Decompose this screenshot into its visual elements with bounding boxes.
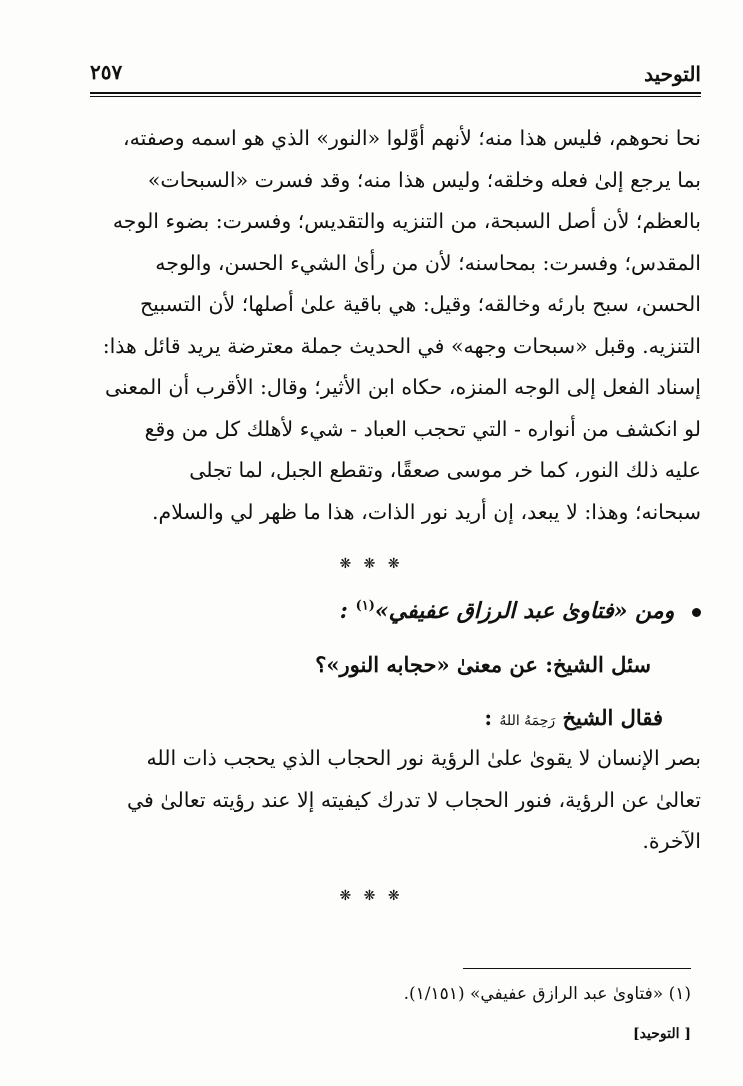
- answer-heading-colon: :: [484, 705, 493, 730]
- header-rule-thin: [90, 96, 701, 97]
- text-line: عليه ذلك النور، كما خر موسى صعقًا، وتقطع الجبل، لما تجلى: [189, 458, 701, 482]
- section-separator: ❋ ❋ ❋: [339, 888, 404, 904]
- source-title: «فتاوىٰ عبد الرزاق عفيفي»: [374, 598, 628, 624]
- page-number: ٢٥٧: [90, 60, 123, 84]
- text-line: سبحانه؛ وهذا: لا يبعد، إن أريد نور الذات، هذا ما ظهر لي والسلام.: [152, 499, 701, 524]
- text-line: تعالىٰ عن الرؤية، فنور الحجاب لا تدرك كيفيته إلا عند رؤيته تعالىٰ في: [126, 787, 701, 812]
- honorific: رَحِمَهُ اللهُ: [499, 713, 556, 729]
- section-separator: ❋ ❋ ❋: [339, 556, 404, 572]
- bullet-icon: [692, 608, 701, 617]
- footnote: (١) «فتاوىٰ عبد الرازق عفيفي» (١/١٥١).: [403, 984, 691, 1004]
- text-line: إسناد الفعل إلى الوجه المنزه، حكاه ابن الأثير؛ وقال: الأقرب أن المعنى: [104, 375, 701, 399]
- text-line: بالعظم؛ لأن أصل السبحة، من التنزيه والتقديس؛ وفسرت: بضوء الوجه: [112, 209, 701, 233]
- text-line: المقدس؛ وفسرت: بمحاسنه؛ لأن من رأىٰ الشيء الحسن، والوجه: [155, 250, 701, 275]
- text-line: بما يرجع إلىٰ فعله وخلقه؛ وليس هذا منه؛ وقد فسرت «السبحات»: [147, 167, 701, 192]
- chapter-title: التوحيد: [644, 62, 701, 86]
- text-line: لو انكشف من أنواره - التي تحجب العباد - شيء لأهلك كل من وقع: [144, 416, 701, 441]
- text-line: الحسن، سبح بارئه وخالقه؛ وقيل: هي باقية علىٰ أصلها؛ لأن التسبيح: [139, 292, 701, 316]
- answer-paragraph: [90, 738, 701, 863]
- footnote-rule: [463, 968, 691, 969]
- answer-heading: [484, 705, 663, 730]
- question-line: سئل الشيخ: عن معنىٰ «حجابه النور»؟: [315, 652, 651, 677]
- text-line: الآخرة.: [642, 829, 701, 853]
- text-line: التنزيه. وقبل «سبحات وجهه» في الحديث جملة معترضة يريد قائل هذا:: [102, 333, 701, 358]
- text-line: بصر الإنسان لا يقوىٰ علىٰ الرؤية نور الحجاب الذي يحجب ذات الله: [146, 746, 701, 770]
- page-header: [90, 56, 701, 92]
- footnote-ref: (١): [355, 598, 375, 614]
- text-line: نحا نحوهم، فليس هذا منه؛ لأنهم أوَّلوا «النور» الذي هو اسمه وصفته،: [123, 126, 701, 150]
- answer-heading-text: فقال الشيخ: [562, 705, 663, 730]
- main-paragraph: [90, 118, 701, 533]
- signature-label: [ التوحيد]: [633, 1026, 691, 1042]
- source-heading: [90, 598, 701, 624]
- header-rule-thick: [90, 92, 701, 94]
- source-colon: :: [339, 598, 348, 624]
- source-prefix: ومن: [635, 598, 675, 624]
